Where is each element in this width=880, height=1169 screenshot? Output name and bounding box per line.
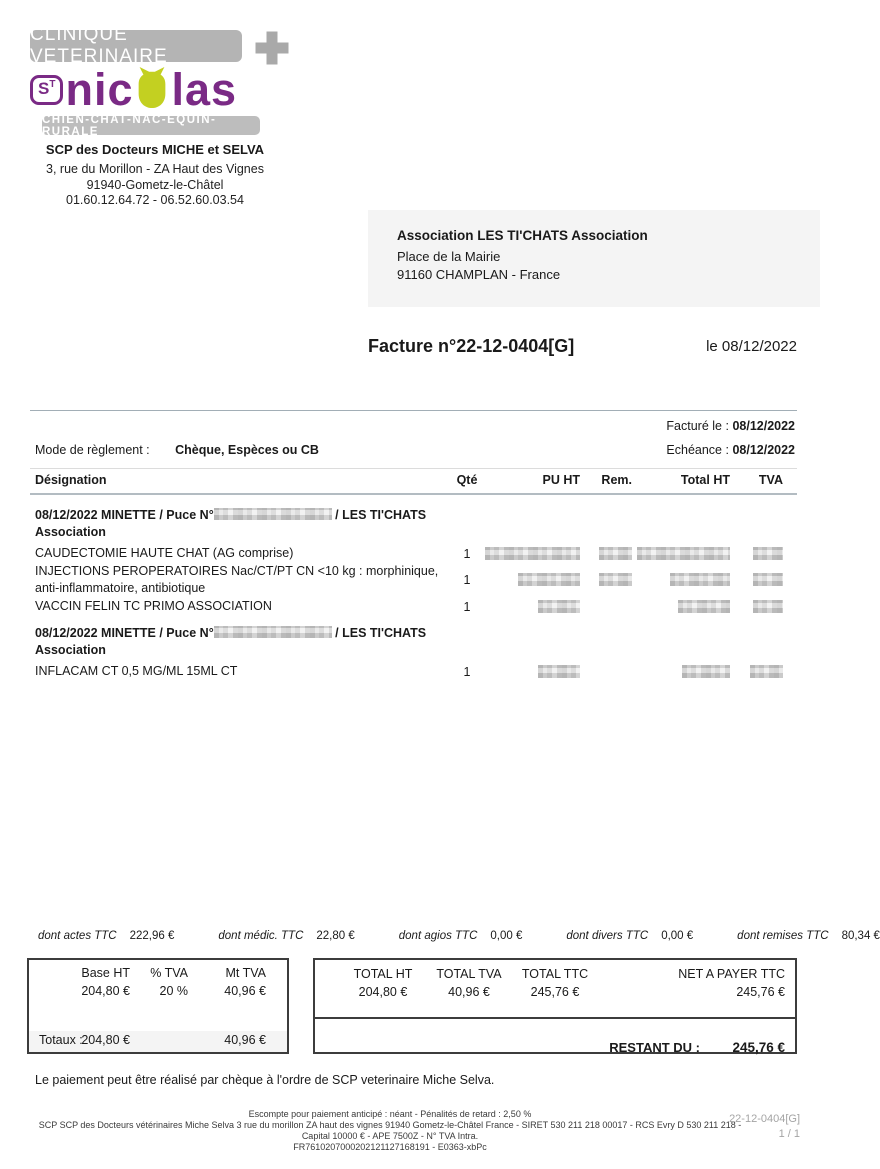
row-total xyxy=(682,665,730,679)
row-total xyxy=(678,600,730,614)
redacted-value xyxy=(637,547,730,560)
clinic-logo xyxy=(30,24,280,209)
row-qte: 1 xyxy=(463,664,471,679)
total-tva-label: TOTAL TVA xyxy=(436,967,502,981)
net-a-payer-value: 245,76 € xyxy=(736,985,785,999)
col-header-total-ht: Total HT xyxy=(680,473,730,487)
logo-letters-left: nic xyxy=(65,64,134,115)
redacted-value xyxy=(678,600,730,613)
medical-cross-icon xyxy=(252,28,292,68)
tva-head-base: Base HT xyxy=(81,966,130,980)
summary-value: 0,00 € xyxy=(490,930,523,942)
col-header-pu-ht: PU HT xyxy=(542,473,580,487)
facture-le-label: Facturé le : xyxy=(666,419,729,433)
tva-totaux-label: Totaux : xyxy=(39,1033,83,1047)
footer-line3: FR7610207000202121127168191 - E0363-xbPc xyxy=(293,1142,487,1152)
row-tva xyxy=(750,665,783,679)
table-row xyxy=(30,598,797,615)
redacted-value xyxy=(538,600,580,613)
group-header: 08/12/2022 MINETTE / Puce N° / LES TI'CHATS Association xyxy=(35,508,427,539)
summary-item xyxy=(399,930,523,942)
invoice-title: Facture n°22-12-0404[G] xyxy=(368,336,575,356)
page-number: 1 / 1 xyxy=(778,1128,800,1140)
row-pu xyxy=(538,600,580,614)
totals-box-bottom xyxy=(315,1019,795,1061)
redacted-value xyxy=(214,508,332,520)
recipient-name: Association LES TI'CHATS Association xyxy=(397,228,648,243)
redacted-value xyxy=(682,665,730,678)
row-total xyxy=(637,547,730,561)
row-qte: 1 xyxy=(463,599,471,614)
row-qte: 1 xyxy=(463,573,471,587)
summary-label: dont actes TTC xyxy=(38,930,117,942)
row-designation: CAUDECTOMIE HAUTE CHAT (AG comprise) xyxy=(35,546,294,560)
total-ht-value: 204,80 € xyxy=(358,985,408,999)
total-ht-label: TOTAL HT xyxy=(353,967,413,981)
redacted-value xyxy=(753,573,783,586)
recipient-address-line2: 91160 CHAMPLAN - France xyxy=(397,267,561,282)
totals-value-row xyxy=(315,985,795,1003)
row-tva xyxy=(753,547,783,561)
total-ttc-value: 245,76 € xyxy=(530,985,580,999)
redacted-value xyxy=(599,547,632,560)
redacted-value xyxy=(670,573,730,586)
totals-box xyxy=(313,958,797,1054)
top-divider xyxy=(30,410,797,411)
table-row xyxy=(30,663,797,680)
totals-box-top xyxy=(315,967,795,1019)
row-pu xyxy=(485,547,580,561)
tva-breakdown-box xyxy=(27,958,289,1054)
summary-item xyxy=(38,930,174,942)
tva-totaux-base: 204,80 € xyxy=(81,1033,130,1047)
mode-reglement xyxy=(35,443,319,457)
clinic-company-name: SCP des Docteurs MICHE et SELVA xyxy=(45,142,265,157)
summary-value: 0,00 € xyxy=(661,930,694,942)
row-rem xyxy=(599,573,632,587)
totals-header-row xyxy=(315,967,795,985)
clinic-banner-top-label: CLINIQUE VETERINAIRE xyxy=(30,24,168,67)
row-pu xyxy=(538,665,580,679)
tva-box-header-row xyxy=(29,966,287,984)
tva-head-pct: % TVA xyxy=(150,966,188,980)
clinic-info xyxy=(30,142,280,209)
row-designation: INJECTIONS PEROPERATOIRES Nac/CT/PT CN <10 kg : morphinique, anti-inflammatoire, antibiotique xyxy=(35,564,439,595)
redacted-value xyxy=(753,600,783,613)
tva-box-totaux-row xyxy=(29,1031,287,1052)
redacted-value xyxy=(214,626,332,638)
echeance-label: Echéance : xyxy=(666,443,729,457)
summary-value: 80,34 € xyxy=(841,930,880,942)
facture-le xyxy=(666,419,795,433)
tva-box-value-row xyxy=(29,984,287,1002)
summary-item xyxy=(566,930,693,942)
col-header-tva: TVA xyxy=(758,473,783,487)
row-designation: INFLACAM CT 0,5 MG/ML 15ML CT xyxy=(35,664,238,678)
clinic-address-line2: 91940-Gometz-le-Châtel xyxy=(86,177,224,192)
clinic-address-line1: 3, rue du Morillon - ZA Haut des Vignes xyxy=(46,162,264,176)
total-tva-value: 40,96 € xyxy=(448,985,490,999)
cat-head-icon xyxy=(132,67,172,109)
tva-value-base: 204,80 € xyxy=(81,984,130,998)
footer-line1: Escompte pour paiement anticipé : néant - Pénalités de retard : 2,50 % xyxy=(248,1109,532,1119)
tva-value-mt: 40,96 € xyxy=(224,984,266,998)
col-header-designation: Désignation xyxy=(35,473,107,487)
echeance xyxy=(666,443,795,457)
mode-reglement-value: Chèque, Espèces ou CB xyxy=(175,443,319,457)
logo-st-badge: S $^T$ xyxy=(30,75,63,105)
tva-head-mt: Mt TVA xyxy=(225,966,266,980)
summary-item xyxy=(737,930,880,942)
summary-label: dont remises TTC xyxy=(737,930,829,942)
row-total xyxy=(670,573,730,587)
redacted-value xyxy=(485,547,580,560)
clinic-phone: 01.60.12.64.72 - 06.52.60.03.54 xyxy=(66,193,244,207)
echeance-value: 08/12/2022 xyxy=(732,443,795,457)
payment-note: Le paiement peut être réalisé par chèque à l'ordre de SCP veterinaire Miche Selva. xyxy=(35,1073,495,1087)
clinic-logo-word xyxy=(30,64,280,116)
footer-line2: SCP SCP des Docteurs vétérinaires Miche Selva 3 rue du morillon ZA haut des vignes 91940 Gometz-le-Châtel France - SIRET 530 211 218 00017 - RCS Evry D 530 211 218 - Capital 10000 € - APE 7500Z - N° TVA Intra. xyxy=(38,1120,742,1141)
clinic-banner-top xyxy=(30,24,242,67)
row-qte: 1 xyxy=(463,546,471,561)
total-ttc-label: TOTAL TTC xyxy=(521,967,589,981)
invoice-date: le 08/12/2022 xyxy=(706,338,797,355)
table-body xyxy=(30,497,797,681)
page-reference xyxy=(729,1112,800,1142)
table-row xyxy=(30,545,797,562)
table-row xyxy=(30,563,797,597)
redacted-value xyxy=(753,547,783,560)
net-a-payer-label: NET A PAYER TTC xyxy=(678,967,785,981)
restant-du-label: RESTANT DU : xyxy=(609,1040,700,1055)
table-header-row xyxy=(30,468,797,495)
row-rem xyxy=(599,547,632,561)
tva-totaux-mt: 40,96 € xyxy=(224,1033,266,1047)
redacted-value xyxy=(599,573,632,586)
tva-value-pct: 20 % xyxy=(159,984,188,998)
footer-fine-print xyxy=(30,1109,750,1153)
summary-label: dont divers TTC xyxy=(566,930,649,942)
summary-item xyxy=(218,930,354,942)
col-header-rem: Rem. xyxy=(601,473,632,487)
summary-value: 22,80 € xyxy=(316,930,355,942)
redacted-value xyxy=(538,665,580,678)
clinic-banner-bottom-label: CHIEN-CHAT-NAC-EQUIN-RURALE xyxy=(42,113,217,138)
recipient-address-line1: Place de la Mairie xyxy=(397,249,501,264)
redacted-value xyxy=(750,665,783,678)
page-ref-number: 22-12-0404[G] xyxy=(729,1113,800,1125)
facture-le-value: 08/12/2022 xyxy=(732,419,795,433)
row-designation: VACCIN FELIN TC PRIMO ASSOCIATION xyxy=(35,599,272,613)
summary-label: dont médic. TTC xyxy=(218,930,304,942)
clinic-banner-bottom xyxy=(42,113,260,138)
row-tva xyxy=(753,600,783,614)
ttc-summary-row xyxy=(38,930,880,942)
row-pu xyxy=(518,573,580,587)
logo-letters-right: las xyxy=(171,64,238,115)
summary-value: 222,96 € xyxy=(129,930,175,942)
restant-du-value: 245,76 € xyxy=(732,1040,785,1055)
mode-reglement-label: Mode de règlement : xyxy=(35,443,150,457)
recipient-address-box xyxy=(368,210,820,307)
group-header: 08/12/2022 MINETTE / Puce N° / LES TI'CHATS Association xyxy=(35,626,427,657)
summary-label: dont agios TTC xyxy=(398,930,478,942)
redacted-value xyxy=(518,573,580,586)
col-header-qte: Qté xyxy=(456,473,478,487)
row-tva xyxy=(753,573,783,587)
